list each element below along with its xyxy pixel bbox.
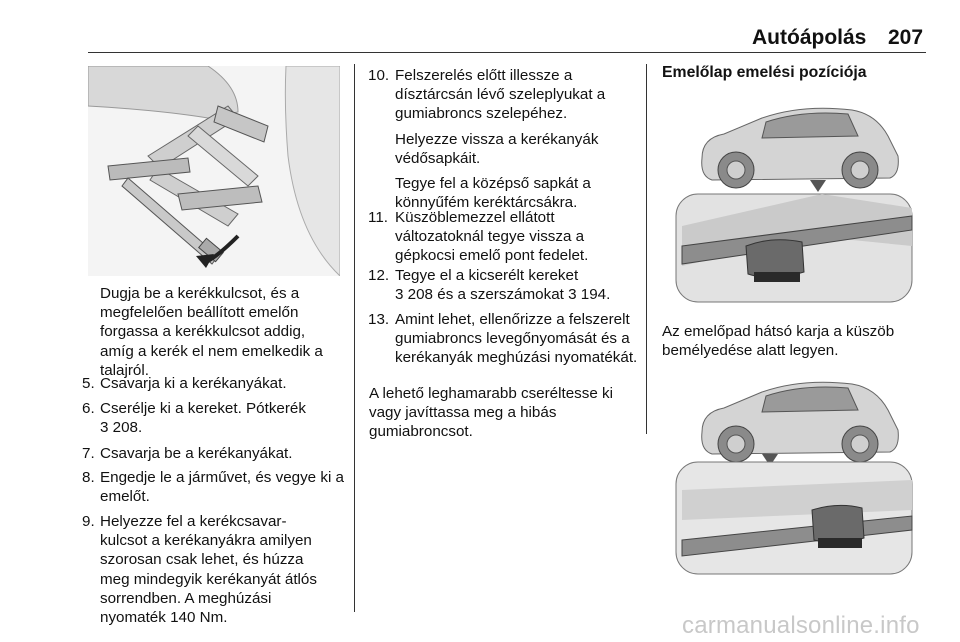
page-number: 207 xyxy=(888,26,924,49)
step-paragraph: Helyezze vissza a kerékanyák védősapkáit. xyxy=(395,130,599,167)
jack-illustration xyxy=(88,66,340,276)
step-number: 13. xyxy=(368,311,390,328)
step-paragraph: Tegye fel a középső sapkát a könnyűfém keréktárcsákra. xyxy=(395,175,591,212)
section-heading: Emelőlap emelési pozíciója xyxy=(662,64,867,81)
step-number: 7. xyxy=(82,445,95,462)
step-number: 6. xyxy=(82,400,95,417)
step-number: 8. xyxy=(82,469,95,486)
step-text: Helyezze fel a kerékcsavar-kulcsot a kerékanyákra amilyen szorosan csak lehet, és húzza meg mindegyik kerékanyát átlós sorrendben. A meghúzási nyomaték 140 Nm. xyxy=(100,513,317,627)
column-divider-left xyxy=(354,64,355,612)
step-text: Küszöblemezzel ellátott változatoknál tegye vissza a gépkocsi emelő pont fedelet. xyxy=(395,209,589,265)
step-number: 5. xyxy=(82,375,95,392)
step-paragraph: Felszerelés előtt illessze a dísztárcsán lévő szeleplyukat a gumiabroncs szelepéhez. xyxy=(395,67,606,123)
column-divider-right xyxy=(646,64,647,434)
car-lift-position-figure-front xyxy=(662,96,926,306)
page-reference-link[interactable]: 3 194. xyxy=(568,286,611,304)
step-text: Csavarja be a kerékanyákat. xyxy=(100,445,293,462)
step-text: Amint lehet, ellenőrizze a felszerelt gumiabroncs levegőnyomását és a kerékanyák meghúzási nyomatékát. xyxy=(395,311,638,367)
page-header-title: Autóápolás xyxy=(752,26,867,49)
step-text: Tegye el a kicserélt kereket xyxy=(395,267,579,284)
closing-paragraph: A lehető leghamarabb cseréltesse ki vagy javíttassa meg a hibás gumiabroncsot. xyxy=(369,385,613,441)
car-lift-position-figure-rear xyxy=(662,370,926,580)
step-text: Csavarja ki a kerékanyákat. xyxy=(100,375,287,392)
step-number: 11. xyxy=(368,209,388,226)
figure-caption: Az emelőpad hátsó karja a küszöb bemélyedése alatt legyen. xyxy=(662,323,895,360)
step-number: 12. xyxy=(368,267,390,284)
header-rule xyxy=(88,52,926,53)
page-reference-link[interactable]: 3 208. xyxy=(100,419,143,437)
step-number: 10. xyxy=(368,67,390,84)
step-text: Engedje le a járművet, és vegye ki a emelőt. xyxy=(100,469,344,506)
page-reference-link[interactable]: 3 208 xyxy=(395,286,434,304)
watermark: carmanualsonline.info xyxy=(682,612,920,639)
step-text: Cserélje ki a kereket. Pótkerék xyxy=(100,400,306,417)
step-number: 9. xyxy=(82,513,95,530)
step-text-continued: és a szerszámokat xyxy=(437,286,564,304)
intro-paragraph: Dugja be a kerékkulcsot, és a megfelelően beállított emelőn forgassa a kerékkulcsot addig, amíg a kerék el nem emelkedik a talajról. xyxy=(100,285,323,379)
